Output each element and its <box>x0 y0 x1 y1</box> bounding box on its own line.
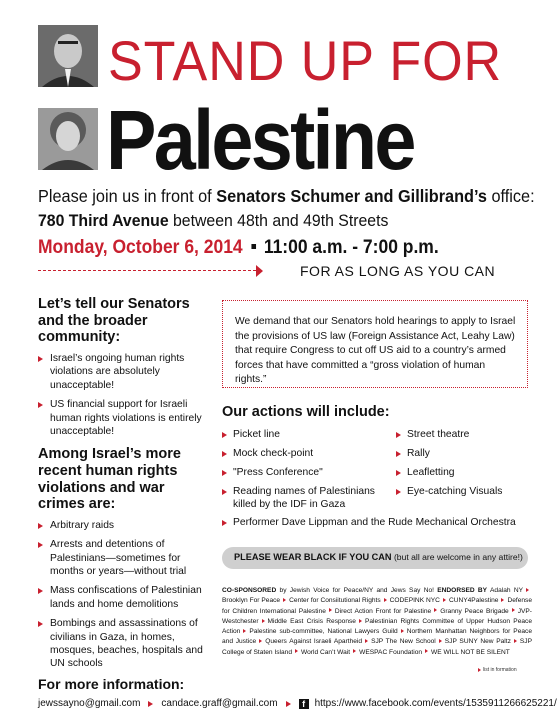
endorser-item: World Can’t Wait <box>301 648 351 656</box>
endorser-item: Queers Against Israeli Apartheid <box>265 638 363 646</box>
action-item: Leafletting <box>396 467 455 480</box>
senator-gillibrand-photo <box>38 108 98 170</box>
cosponsors-block <box>222 586 532 658</box>
dashed-line <box>38 270 256 271</box>
contacts-row <box>38 698 557 709</box>
dashed-arrow <box>38 264 338 278</box>
action-item: Street theatre <box>396 429 469 442</box>
endorser-item: Palestine sub-committee, National Lawyers Guild <box>249 628 398 636</box>
endorser-item: CUNY4Palestine <box>448 597 499 605</box>
triangle-icon <box>443 598 446 602</box>
triangle-icon <box>365 639 368 643</box>
cosponsored-by: by Jewish Voice for Peace/NY and Jews Say No! <box>276 587 438 594</box>
headline-palestine: Palestine <box>106 93 414 187</box>
cross-streets: between 48th and 49th Streets <box>168 211 389 230</box>
endorser-item: Adalah NY <box>490 587 524 594</box>
list-in-formation <box>478 667 517 673</box>
endorser-item: Center for Consiitutional Rights <box>289 597 381 605</box>
triangle-icon <box>501 598 504 602</box>
senators-heading: Let’s tell our Senators and the broader community: <box>38 296 190 346</box>
action-item: "Press Conference" <box>222 467 323 480</box>
list-item: US financial support for Israeli human rights violations is entirely unacceptable! <box>38 398 214 438</box>
action-item: Rally <box>396 448 430 461</box>
endorser-item: CODEPINK NYC <box>389 597 440 605</box>
endorser-item: Brooklyn For Peace <box>222 597 281 605</box>
list-item: Arbitrary raids <box>38 519 214 532</box>
triangle-icon <box>283 598 286 602</box>
cosponsored-label: CO-SPONSORED <box>222 587 277 594</box>
address-line <box>38 211 388 231</box>
triangle-icon <box>384 598 387 602</box>
facebook-icon: f <box>299 699 309 709</box>
triangle-icon <box>148 701 153 707</box>
endorser-item: Palestinian Rights Committee of Upper Hudson Peace Action <box>222 617 532 636</box>
triangle-icon <box>401 629 404 633</box>
endorser-item: Middle East Crisis Response <box>267 617 356 625</box>
action-item: Picket line <box>222 429 280 442</box>
invite-suffix: office: <box>486 186 535 206</box>
email-link-2[interactable]: candace.graff@gmail.com <box>161 698 278 709</box>
arrow-right-icon <box>256 265 263 277</box>
wear-black-banner <box>222 547 528 569</box>
list-item: Israel’s ongoing human rights violations are absolutely unacceptable! <box>38 352 214 392</box>
violations-heading: Among Israel’s more recent human rights violations and war crimes are: <box>38 446 181 513</box>
violations-bullets <box>38 519 214 671</box>
triangle-icon <box>262 619 265 623</box>
senator-schumer-photo <box>38 25 98 87</box>
endorser-item: Defense for Children International Palestine <box>222 597 532 615</box>
endorser-item: SJP SUNY New Paltz <box>444 638 511 646</box>
list-item: Arrests and detentions of Palestinians—sometimes for months or years—without trial <box>38 538 214 578</box>
triangle-icon <box>425 649 428 653</box>
facebook-link[interactable]: https://www.facebook.com/events/1535911266625221/ <box>314 698 557 709</box>
triangle-icon <box>353 649 356 653</box>
action-item: Reading names of Palestinians killed by the IDF in Gaza <box>222 486 392 512</box>
endorser-item: Granny Peace Brigade <box>440 607 509 615</box>
endorsers-list <box>222 587 532 656</box>
more-info-title: For more information: <box>38 676 185 692</box>
left-column <box>38 296 214 677</box>
wear-black-rest: (but all are welcome in any attire!) <box>391 552 523 562</box>
demand-box: We demand that our Senators hold hearings to apply to Israel the provisions of US law (Foreign Assistance Act, Leahy Law) that require Congress to cut off US aid to a country’s armed forces that have committed a “gross violation of human rights.” <box>222 300 528 388</box>
triangle-icon <box>259 639 262 643</box>
senators-bullets <box>38 352 214 438</box>
triangle-icon <box>512 608 515 612</box>
triangle-icon <box>439 639 442 643</box>
performer-item: Performer Dave Lippman and the Rude Mechanical Orchestra <box>222 517 516 530</box>
event-time: 11:00 a.m. - 7:00 p.m. <box>263 237 439 258</box>
triangle-icon <box>286 701 291 707</box>
triangle-icon <box>243 629 246 633</box>
as-long-as-you-can: FOR AS LONG AS YOU CAN <box>300 263 496 279</box>
endorser-item: SJP College of Staten Island <box>222 638 532 656</box>
invite-prefix: Please join us in front of <box>38 186 217 206</box>
list-item: Mass confiscations of Palestinian lands and home demolitions <box>38 584 214 611</box>
actions-title: Our actions will include: <box>222 404 390 420</box>
triangle-icon <box>295 649 298 653</box>
action-item: Mock check-point <box>222 448 313 461</box>
endorser-item: JVP-Westchester <box>222 607 533 625</box>
list-item: Bombings and assassinations of civilians in Gaza, in homes, mosques, beaches, hospitals and UN schools <box>38 617 214 671</box>
event-date: Monday, October 6, 2014 <box>38 237 243 258</box>
wear-black-bold: PLEASE WEAR BLACK IF YOU CAN <box>234 552 392 562</box>
triangle-icon <box>514 639 517 643</box>
endorser-item: WESPAC Foundation <box>359 648 423 656</box>
separator-square <box>252 244 257 249</box>
endorser-item: WE WILL NOT BE SILENT <box>431 648 510 656</box>
headline-stand-up-for: STAND UP FOR <box>108 29 503 92</box>
triangle-icon <box>359 619 362 623</box>
endorser-item: SJP The New School <box>371 638 436 646</box>
action-item: Eye-catching Visuals <box>396 486 502 499</box>
endorser-item: Northern Manhattan Neighbors for Peace and Justice <box>222 628 532 646</box>
triangle-icon <box>526 588 529 592</box>
list-info-text: list in formation <box>483 667 517 673</box>
invite-senators: Senators Schumer and Gillibrand’s <box>216 186 487 206</box>
date-time-line <box>38 237 439 259</box>
invitation-line <box>38 186 535 207</box>
address: 780 Third Avenue <box>38 211 169 230</box>
endorser-item: Direct Action Front for Palestine <box>334 607 432 615</box>
endorsed-label: ENDORSED BY <box>437 587 488 594</box>
triangle-icon <box>329 608 332 612</box>
email-link-1[interactable]: jewssayno@gmail.com <box>38 698 141 709</box>
triangle-icon <box>478 668 481 672</box>
triangle-icon <box>434 608 437 612</box>
